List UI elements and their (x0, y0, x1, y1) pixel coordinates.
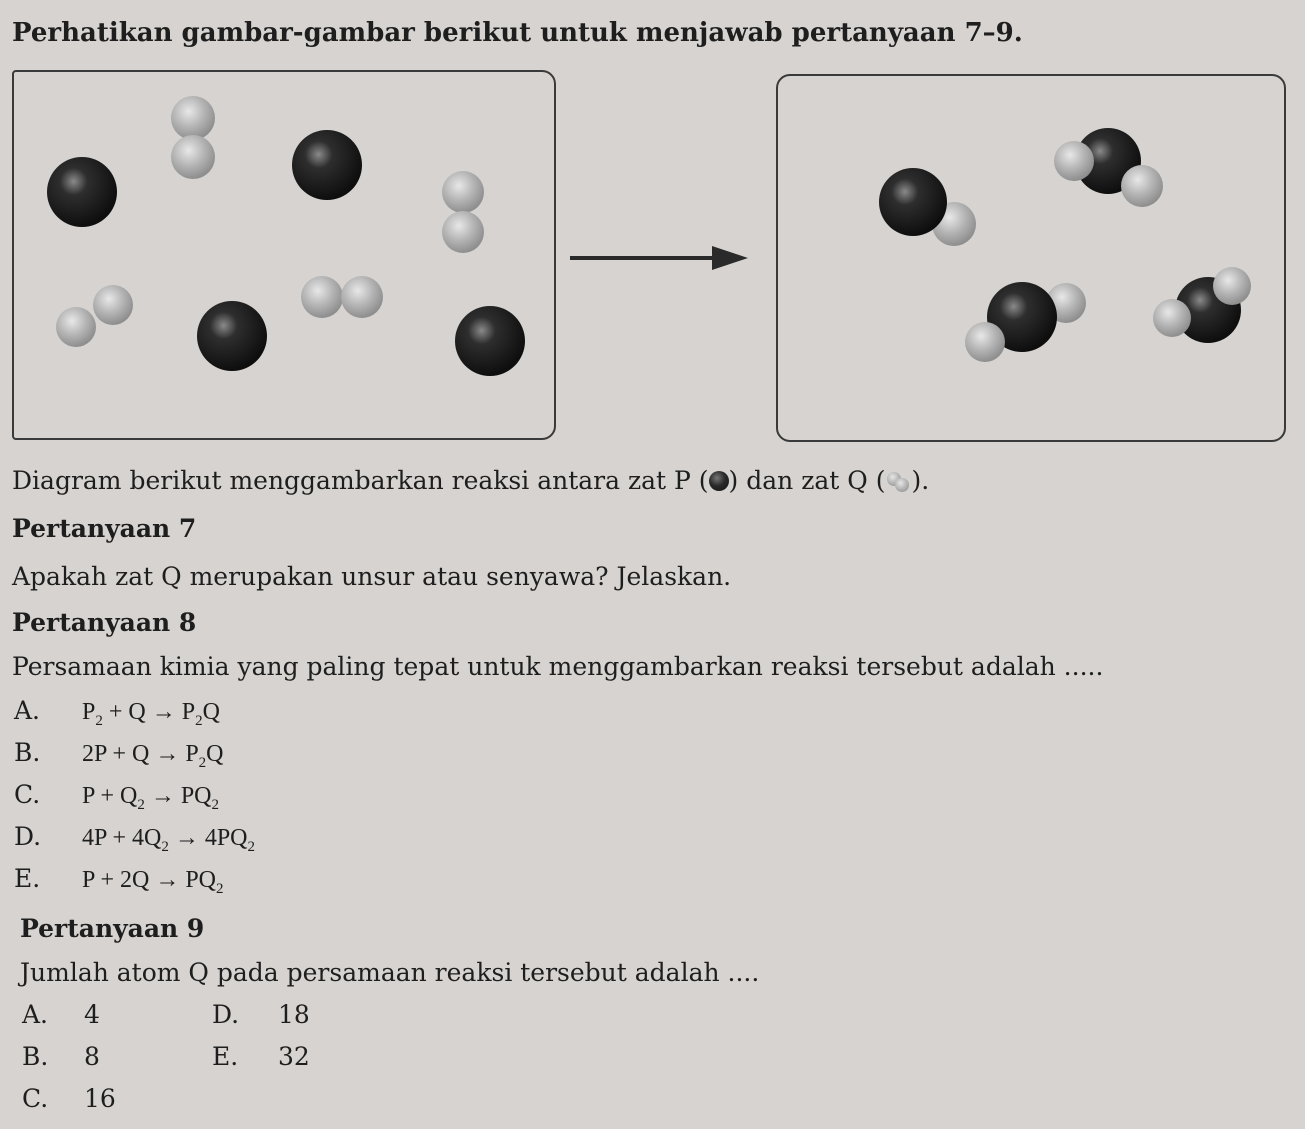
option-8-b[interactable]: B. $2P + Q \to P_2Q$ (14, 738, 224, 771)
diagram-caption: Diagram berikut menggambarkan reaksi antara zat P ( ) dan zat Q ( ). (12, 466, 930, 495)
page-title: Perhatikan gambar-gambar berikut untuk menjawab pertanyaan 7–9. (12, 18, 1023, 48)
option-9-e[interactable]: E. 32 (212, 1042, 310, 1071)
p-atom (455, 306, 525, 376)
q2-molecule (301, 276, 383, 318)
q2-molecule (171, 96, 215, 179)
option-9-c[interactable]: C. 16 (22, 1084, 116, 1113)
question-7-heading: Pertanyaan 7 (12, 514, 197, 543)
option-8-d[interactable]: D. $4P + 4Q_2 \to 4PQ_2$ (14, 822, 256, 855)
q2-molecule (442, 171, 484, 253)
option-9-d[interactable]: D. 18 (212, 1000, 310, 1029)
reaction-arrow (570, 246, 748, 270)
option-9-b[interactable]: B. 8 (22, 1042, 100, 1071)
option-8-c[interactable]: C. $P + Q_2 \to PQ_2$ (14, 780, 220, 813)
equation-e: $P + 2Q \to PQ_2$ (82, 867, 224, 897)
question-7-text: Apakah zat Q merupakan unsur atau senyawa? Jelaskan. (12, 562, 732, 591)
equation-d: $4P + 4Q_2 \to 4PQ_2$ (82, 825, 256, 855)
p-atom-legend (709, 471, 729, 491)
question-8-heading: Pertanyaan 8 (12, 608, 197, 637)
option-9-a[interactable]: A. 4 (22, 1000, 100, 1029)
q-molecule-legend (885, 470, 911, 492)
p-atom (292, 130, 362, 200)
reaction-diagram (0, 0, 1305, 450)
question-8-text: Persamaan kimia yang paling tepat untuk menggambarkan reaksi tersebut adalah ..... (12, 652, 1104, 681)
q2-molecule (56, 285, 133, 347)
pq-molecule (1054, 128, 1163, 207)
equation-b: $2P + Q \to P_2Q$ (82, 741, 224, 771)
question-9-heading: Pertanyaan 9 (20, 914, 205, 943)
equation-a: $P_2 + Q \to P_2Q$ (82, 699, 220, 729)
equation-c: $P + Q_2 \to PQ_2$ (82, 783, 220, 813)
option-8-e[interactable]: E. $P + 2Q \to PQ_2$ (14, 864, 224, 897)
p-atom (47, 157, 117, 227)
p-atom (197, 301, 267, 371)
pq-molecule (1153, 267, 1251, 343)
question-9-text: Jumlah atom Q pada persamaan reaksi tersebut adalah .... (20, 958, 760, 987)
pq-molecule (965, 282, 1086, 362)
option-8-a[interactable]: A. $P_2 + Q \to P_2Q$ (14, 696, 220, 729)
pq-molecule (879, 168, 976, 246)
